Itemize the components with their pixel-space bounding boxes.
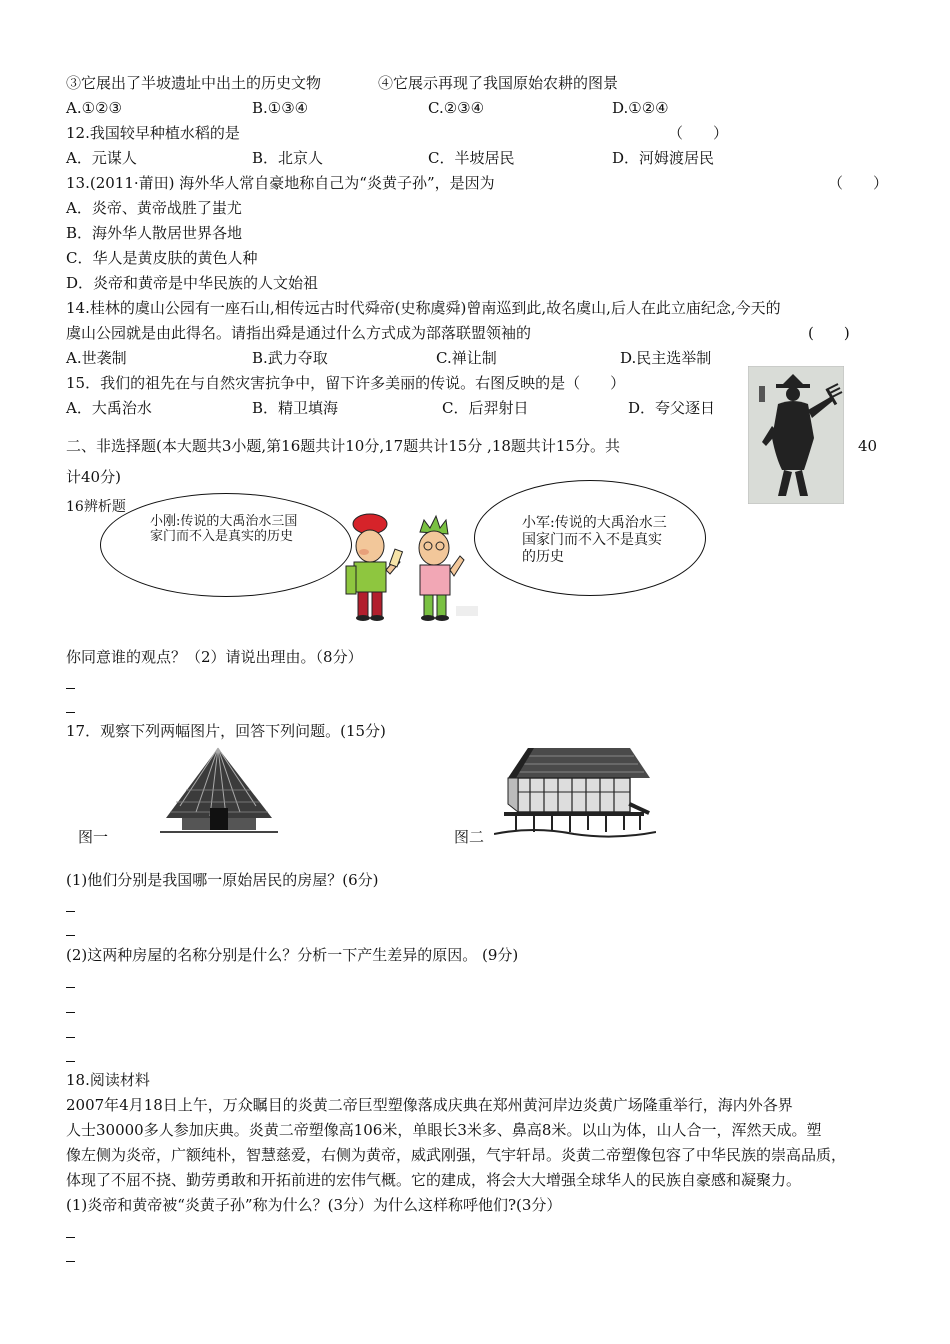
- q18-material-line: 体现了不屈不挠、勤劳勇敢和开拓前进的宏伟气概。它的建成，将会大大增强全球华人的民族自豪感和凝聚力。: [66, 1171, 802, 1189]
- q18-subquestion-1: (1)炎帝和黄帝被“炎黄子孙”称为什么？(3分）为什么这样称呼他们?(3分）: [66, 1196, 562, 1214]
- q13-option-a: A．炎帝、黄帝战胜了蚩尤: [66, 199, 242, 217]
- section2-heading-line2: 计40分): [66, 468, 121, 486]
- section2-total-score: 40: [858, 437, 878, 455]
- option-a: A．元谋人: [66, 149, 137, 167]
- answer-blank: [66, 1261, 75, 1262]
- answer-blank: [66, 688, 75, 689]
- q18-material-line: 像左侧为炎帝，广额纯朴，智慧慈爱，右侧为黄帝，威武刚强，气宇轩昂。炎黄二帝塑像包容了中华民族的崇高品质，: [66, 1146, 847, 1164]
- answer-blank: [66, 1012, 75, 1013]
- answer-blank: [66, 1061, 75, 1062]
- q11-statement-3: ③它展出了半坡遗址中出土的历史文物: [66, 74, 322, 92]
- answer-blank: [66, 935, 75, 936]
- q15-options: [66, 398, 746, 418]
- option-b: B．北京人: [252, 149, 324, 167]
- figure-2-label: 图二: [454, 828, 485, 846]
- q18-material-line: 2007年4月18日上午，万众瞩目的炎黄二帝巨型塑像落成庆典在郑州黄河岸边炎黄广场隆重举行，海内外各界: [66, 1096, 793, 1114]
- option-a: A.①②③: [66, 99, 122, 117]
- answer-blank: [66, 987, 75, 988]
- q14-stem-line1: 14.桂林的虞山公园有一座石山,相传远古时代舜帝(史称虞舜)曾南巡到此,故名虞山,后人在此立庙纪念,今天的: [66, 299, 781, 317]
- option-c: C．后羿射日: [442, 399, 529, 417]
- stilt-house-figure: [494, 742, 656, 838]
- option-d: D.民主选举制: [620, 349, 712, 367]
- answer-blank: [66, 1037, 75, 1038]
- q11-options: [66, 98, 766, 118]
- q12-stem: 12.我国较早种植水稻的是: [66, 124, 240, 142]
- q14-answer-paren: ( ): [808, 324, 850, 342]
- q17-subquestion-2: (2)这两种房屋的名称分别是什么？分析一下产生差异的原因。 (9分): [66, 946, 519, 964]
- q16-question: 你同意谁的观点？（2）请说出理由。（8分）: [66, 648, 363, 666]
- q15-stem: 15．我们的祖先在与自然灾害抗争中，留下许多美丽的传说。右图反映的是（ ）: [66, 374, 626, 392]
- speech-text-left: 小刚:传说的大禹治水三国家门而不入是真实的历史: [150, 514, 298, 544]
- option-b: B．精卫填海: [252, 399, 339, 417]
- answer-blank: [66, 911, 75, 912]
- yu-silhouette-figure: [748, 366, 844, 504]
- q13-option-c: C．华人是黄皮肤的黄色人种: [66, 249, 258, 267]
- q17-stem: 17．观察下列两幅图片，回答下列问题。(15分): [66, 722, 386, 740]
- q18-material-line: 人士30000多人参加庆典。炎黄二帝塑像高106米，单眼长3米多、鼻高8米。以山为体，山人合一，浑然天成。塑: [66, 1121, 822, 1139]
- answer-blank: [66, 712, 75, 713]
- q16-label: 16辨析题: [66, 499, 126, 515]
- q12-answer-paren: （ ）: [668, 124, 729, 142]
- option-d: D.①②④: [612, 99, 669, 117]
- q12-options: [66, 148, 766, 168]
- q14-stem-line2: 虞山公园就是由此得名。请指出舜是通过什么方式成为部落联盟领袖的: [66, 324, 532, 342]
- q17-subquestion-1: (1)他们分别是我国哪一原始居民的房屋？(6分): [66, 871, 379, 889]
- thatched-hut-figure: [160, 746, 278, 834]
- option-c: C.禅让制: [436, 349, 497, 367]
- section2-heading: 二、非选择题(本大题共3小题,第16题共计10分,17题共计15分 ,18题共计15分。共: [66, 437, 620, 455]
- q13-answer-paren: （ ）: [828, 174, 889, 192]
- option-a: A.世袭制: [66, 349, 127, 367]
- option-d: D．夸父逐日: [628, 399, 716, 417]
- option-d: D．河姆渡居民: [612, 149, 715, 167]
- option-b: B.①③④: [252, 99, 309, 117]
- speech-bubble-left: [100, 493, 352, 597]
- q11-statement-4: ④它展示再现了我国原始农耕的图景: [378, 74, 619, 92]
- q13-option-d: D．炎帝和黄帝是中华民族的人文始祖: [66, 274, 319, 292]
- answer-blank: [66, 1237, 75, 1238]
- option-c: C．半坡居民: [428, 149, 515, 167]
- option-b: B.武力夺取: [252, 349, 328, 367]
- cartoon-two-people: [332, 510, 482, 622]
- q13-option-b: B．海外华人散居世界各地: [66, 224, 243, 242]
- speech-text-right: 小军:传说的大禹治水三国家门而不入不是真实的历史: [522, 515, 667, 565]
- q14-options: [66, 348, 766, 368]
- option-a: A．大禹治水: [66, 399, 152, 417]
- option-c: C.②③④: [428, 99, 485, 117]
- figure-1-label: 图一: [78, 828, 109, 846]
- q18-label: 18.阅读材料: [66, 1071, 150, 1089]
- q13-stem: 13.(2011·莆田) 海外华人常自豪地称自己为“炎黄子孙”，是因为: [66, 174, 495, 192]
